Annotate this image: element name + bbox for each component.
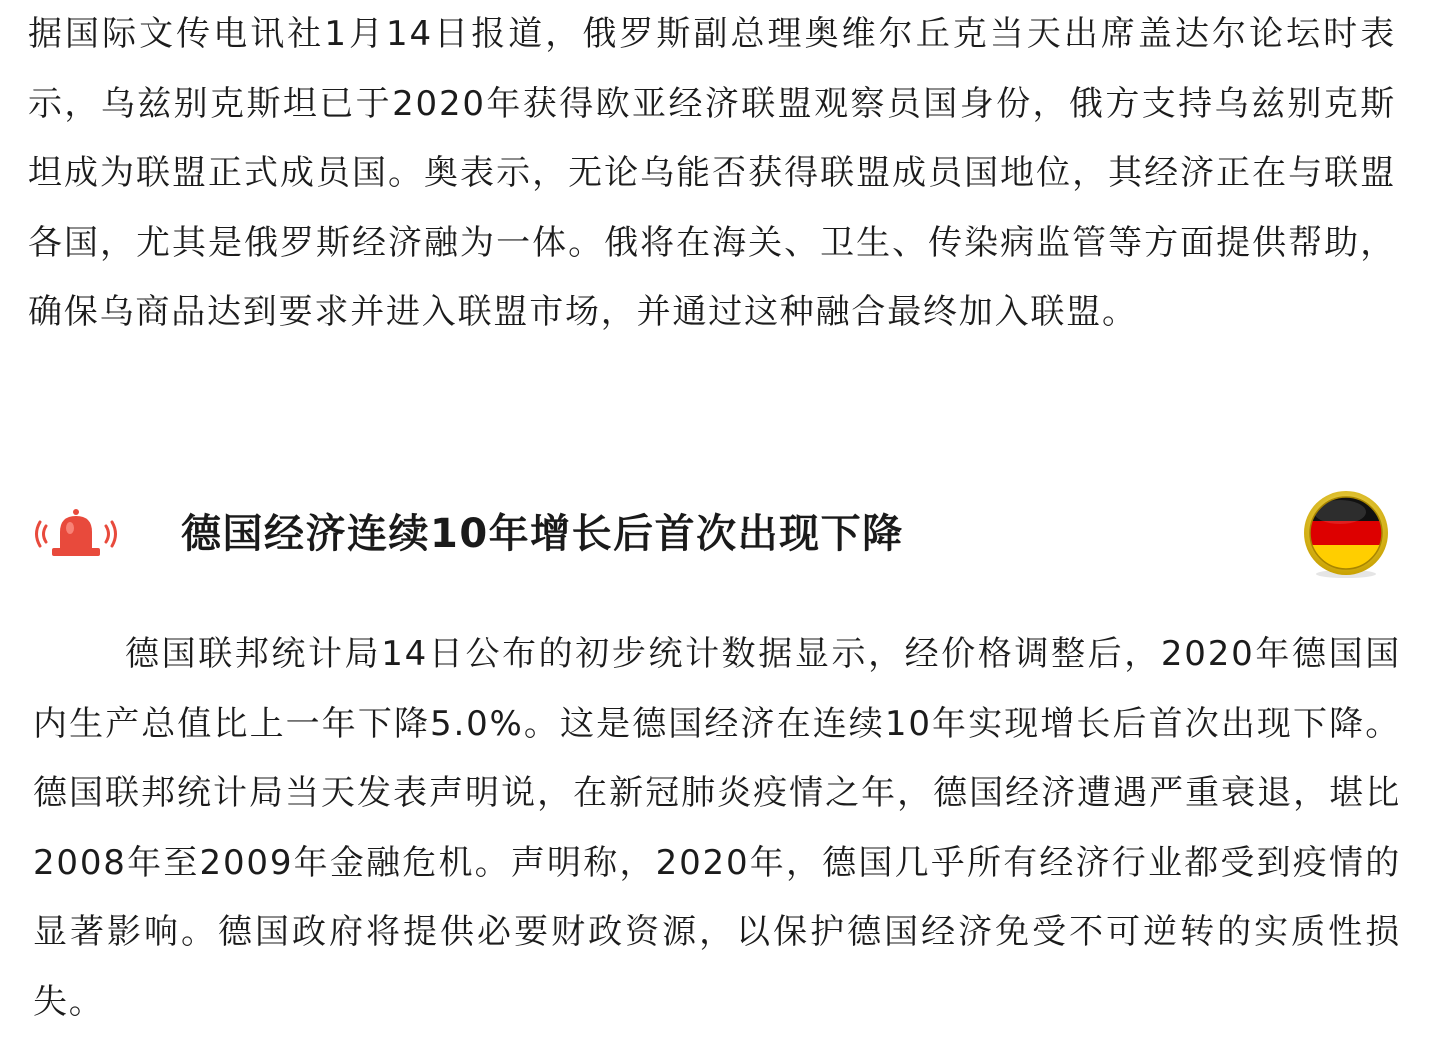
- paragraph-uzbekistan-eaeu: 据国际文传电讯社1月14日报道，俄罗斯副总理奥维尔丘克当天出席盖达尔论坛时表示，乌兹别克斯坦已于2020年获得欧亚经济联盟观察员国身份，俄方支持乌兹别克斯坦成为联盟正式成员国。奥表示，无论乌能否获得联盟成员国地位，其经济正在与联盟各国，尤其是俄罗斯经济融为一体。俄将在海关、卫生、传染病监管等方面提供帮助，确保乌商品达到要求并进入联盟市场，并通过这种融合最终加入联盟。: [28, 14, 1396, 332]
- section-header: [0, 490, 1432, 580]
- paragraph-germany-gdp: 德国联邦统计局14日公布的初步统计数据显示，经价格调整后，2020年德国国内生产总值比上一年下降5.0%。这是德国经济在连续10年实现增长后首次出现下降。德国联邦统计局当天发表声明说，在新冠肺炎疫情之年，德国经济遭遇严重衰退，堪比2008年至2009年金融危机。声明称，2020年，德国几乎所有经济行业都受到疫情的显著影响。德国政府将提供必要财政资源，以保护德国经济免受不可逆转的实质性损失。: [33, 634, 1401, 1022]
- alarm-bell-icon: [26, 504, 126, 564]
- germany-flag-icon: [1300, 490, 1392, 580]
- section-title: 德国经济连续10年增长后首次出现下降: [181, 511, 904, 557]
